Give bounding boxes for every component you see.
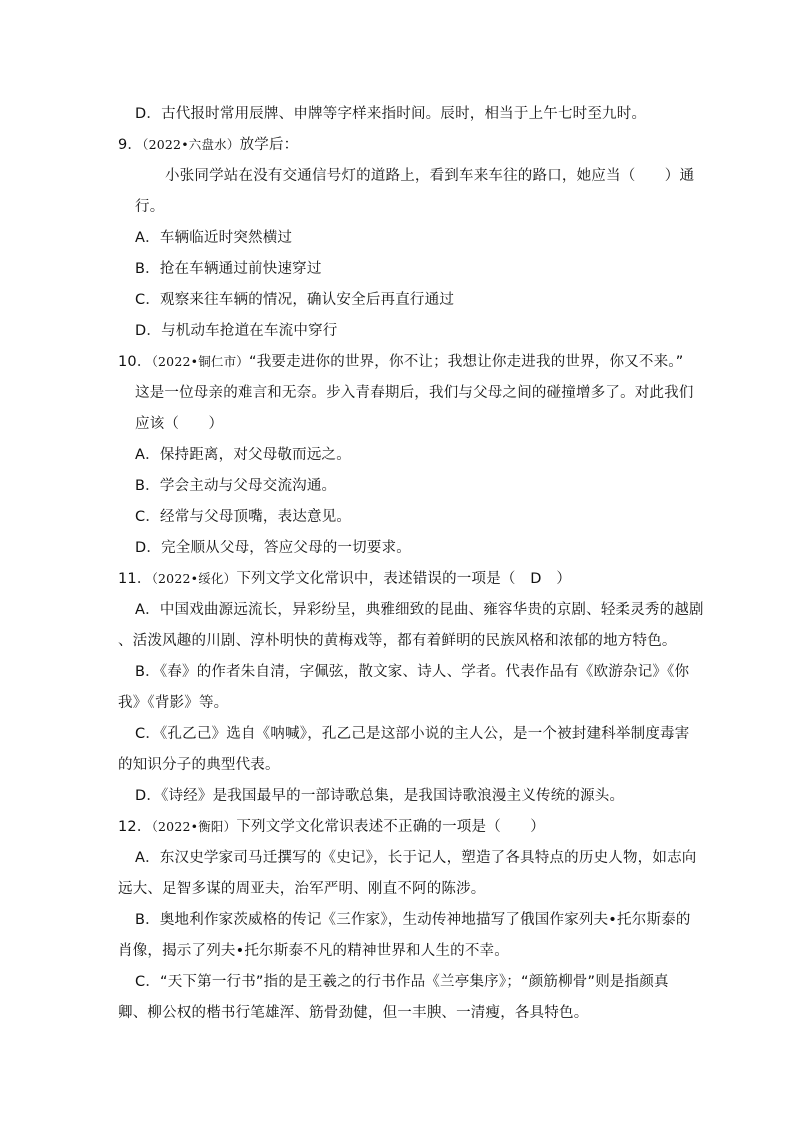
q11-option-c-line2: 的知识分子的典型代表。 [118, 757, 280, 773]
q12-option-c-line1: C．“天下第一行书”指的是王羲之的行书作品《兰亭集序》；“颜筋柳骨”则是指颜真 [135, 974, 669, 990]
q12-option-c-line2: 卿、柳公权的楷书行笔雄浑、筋骨劲健，但一丰腴、一清瘦，各具特色。 [118, 1005, 589, 1021]
q9-option-a: A．车辆临近时突然横过 [135, 230, 293, 246]
q10-option-a: A．保持距离，对父母敬而远之。 [135, 447, 351, 463]
q9-source: （2022•六盘水） [142, 137, 240, 152]
q9-stem-line1: 小张同学站在没有交通信号灯的道路上，看到车来车往的路口，她应当（ ）通 [165, 168, 695, 184]
q10-option-b: B．学会主动与父母交流沟通。 [135, 478, 337, 494]
q12-option-b-line2: 肖像，揭示了列夫•托尔斯泰不凡的精神世界和人生的不幸。 [118, 943, 509, 959]
q9-header [118, 135, 298, 155]
q9-option-c: C．观察来往车辆的情况，确认安全后再直行通过 [135, 292, 455, 308]
q11-option-a-line2: 、活泼风趣的川剧、淳朴明快的黄梅戏等，都有着鲜明的民族风格和浓郁的地方特色。 [118, 633, 677, 649]
q10-option-c: C．经常与父母顶嘴，表达意见。 [135, 509, 352, 525]
q12-option-b-line1: B．奥地利作家茨威格的传记《三作家》，生动传神地描写了俄国作家列夫•托尔斯泰的 [135, 912, 691, 928]
q9-option-b: B．抢在车辆通过前快速穿过 [135, 261, 322, 277]
q11-option-d: D．《诗经》是我国最早的一部诗歌总集，是我国诗歌浪漫主义传统的源头。 [135, 788, 625, 804]
q11-source: （2022•绥化） [151, 571, 237, 586]
q11-header [118, 569, 571, 589]
q12-number: 12． [118, 819, 152, 835]
q12-header [118, 817, 545, 837]
q10-header [118, 352, 683, 372]
q12-option-a-line2: 远大、足智多谋的周亚夫，治军严明、刚直不阿的陈涉。 [118, 881, 486, 897]
q10-stem-line1: “我要走进你的世界，你不让；我想让你走进我的世界，你又不来。” [249, 354, 684, 370]
q10-stem-line3: 应该（ ） [135, 416, 224, 432]
q9-topic: 放学后： [239, 137, 299, 153]
q10-option-d: D．完全顺从父母，答应父母的一切要求。 [135, 540, 411, 556]
q11-option-b-line1: B．《春》的作者朱自清，字佩弦，散文家、诗人、学者。代表作品有《欧游杂记》《你 [135, 664, 690, 680]
q10-source: （2022•铜仁市） [151, 354, 249, 369]
q8-option-d: D．古代报时常用辰牌、申牌等字样来指时间。辰时，相当于上午七时至九时。 [135, 106, 647, 122]
q9-option-d: D．与机动车抢道在车流中穿行 [135, 323, 338, 339]
q11-number: 11． [118, 571, 152, 587]
q11-option-a-line1: A．中国戏曲源远流长，异彩纷呈，典雅细致的昆曲、雍容华贵的京剧、轻柔灵秀的越剧 [135, 602, 704, 618]
q12-option-a-line1: A．东汉史学家司马迁撰写的《史记》，长于记人，塑造了各具特点的历史人物，如志向 [135, 850, 697, 866]
q10-stem-line2: 这是一位母亲的难言和无奈。步入青春期后，我们与父母之间的碰撞增多了。对此我们 [135, 385, 694, 401]
q11-option-c-line1: C．《孔乙己》选自《呐喊》，孔乙己是这部小说的主人公，是一个被封建科举制度毒害 [135, 726, 690, 742]
q12-source: （2022•衡阳） [151, 819, 237, 834]
q12-stem: 下列文学文化常识表述不正确的一项是（ ） [236, 819, 546, 835]
q11-option-b-line2: 我》《背影》等。 [118, 695, 229, 711]
q10-number: 10． [118, 354, 152, 370]
q11-stem: 下列文学文化常识中，表述错误的一项是（ D ） [236, 571, 572, 587]
q9-stem-line2: 行。 [135, 199, 165, 215]
q9-number: 9． [118, 137, 143, 153]
